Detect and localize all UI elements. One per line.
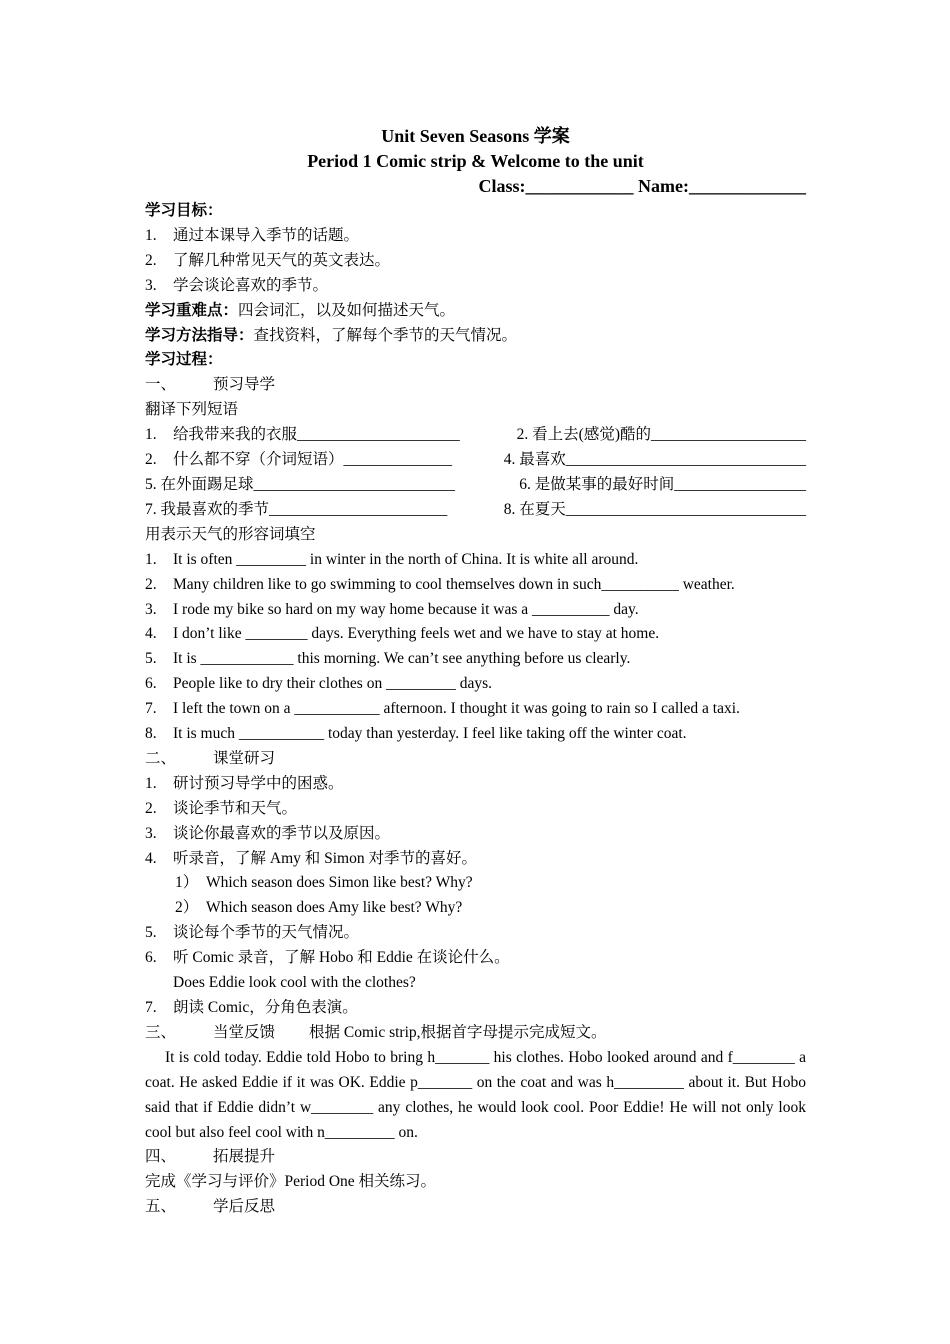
phrase-row: 5. 在外面踢足球__________________________ 6. 是做某事的最好时间_________________ bbox=[145, 475, 806, 493]
listening-question: 1） Which season does Simon like best? Why? bbox=[175, 874, 473, 892]
key-points: 学习重难点：四会词汇，以及如何描述天气。 bbox=[145, 301, 456, 319]
fill-item: 3. I rode my bike so hard on my way home because it was a __________ day. bbox=[145, 600, 639, 618]
class-activity-item: 3. 谈论你最喜欢的季节以及原因。 bbox=[145, 824, 391, 842]
objective-item: 1. 通过本课导入季节的话题。 bbox=[145, 226, 360, 244]
class-activity-item: 7. 朗读 Comic，分角色表演。 bbox=[145, 999, 358, 1016]
comic-question: Does Eddie look cool with the clothes? bbox=[173, 974, 416, 992]
cloze-paragraph: It is cold today. Eddie told Hobo to bring h_______ his clothes. Hobo looked around and f________ a coat. He asked Eddie if it was OK. Eddie p_______ on the coat and was h_________ about it. But Hobo said that if Eddie didn’t w________ any clothes, he would look cool. Poor Eddie! He will not only look cool but also feel cool with n_________ on. bbox=[145, 1048, 806, 1141]
class-activity-item: 4. 听录音，了解 Amy 和 Simon 对季节的喜好。 bbox=[145, 849, 477, 867]
extension-task: 完成《学习与评价》Period One 相关练习。 bbox=[145, 1173, 437, 1191]
class-activity-item: 2. 谈论季节和天气。 bbox=[145, 799, 298, 817]
section4-heading: 四、 拓展提升 bbox=[145, 1148, 276, 1166]
section5-heading: 五、 学后反思 bbox=[145, 1198, 276, 1216]
objective-item: 3. 学会谈论喜欢的季节。 bbox=[145, 276, 329, 294]
worksheet-page bbox=[145, 124, 806, 1220]
class-activity-item: 5. 谈论每个季节的天气情况。 bbox=[145, 924, 360, 942]
section1-heading: 一、 预习导学 bbox=[145, 376, 276, 394]
class-activity-item: 6. 听 Comic 录音，了解 Hobo 和 Eddie 在谈论什么。 bbox=[145, 949, 510, 967]
fill-item: 5. It is ____________ this morning. We can’t see anything before us clearly. bbox=[145, 650, 631, 668]
objectives-heading: 学习目标： bbox=[145, 202, 223, 219]
phrase-row: 7. 我最喜欢的季节_______________________ 8. 在夏天_______________________________ bbox=[145, 500, 806, 518]
listening-question: 2） Which season does Amy like best? Why? bbox=[175, 899, 463, 917]
fill-item: 2. Many children like to go swimming to cool themselves down in such__________ weather. bbox=[145, 575, 735, 593]
period-title: Period 1 Comic strip & Welcome to the unit bbox=[307, 151, 644, 171]
class-activity-item: 1. 研讨预习导学中的困惑。 bbox=[145, 774, 344, 792]
method-guidance: 学习方法指导：查找资料，了解每个季节的天气情况。 bbox=[145, 326, 518, 344]
phrase-row: 1. 给我带来我的衣服_____________________ 2. 看上去(感觉)酷的____________________ bbox=[145, 426, 806, 444]
process-heading: 学习过程： bbox=[145, 351, 223, 369]
fill-item: 6. People like to dry their clothes on _________ days. bbox=[145, 675, 492, 693]
phrase-row: 2. 什么都不穿（介词短语）______________ 4. 最喜欢_______________________________ bbox=[145, 451, 806, 469]
fill-item: 8. It is much ___________ today than yesterday. I feel like taking off the winter coat. bbox=[145, 725, 687, 743]
fill-heading: 用表示天气的形容词填空 bbox=[145, 525, 316, 543]
objective-item: 2. 了解几种常见天气的英文表达。 bbox=[145, 251, 391, 269]
section3-heading: 三、 当堂反馈 根据 Comic strip,根据首字母提示完成短文。 bbox=[145, 1023, 607, 1041]
fill-item: 4. I don’t like ________ days. Everything feels wet and we have to stay at home. bbox=[145, 625, 660, 643]
section2-heading: 二、 课堂研习 bbox=[145, 749, 276, 767]
fill-item: 7. I left the town on a ___________ afternoon. I thought it was going to rain so I called a taxi. bbox=[145, 700, 740, 718]
translate-heading: 翻译下列短语 bbox=[145, 401, 239, 419]
fill-item: 1. It is often _________ in winter in the north of China. It is white all around. bbox=[145, 550, 639, 568]
class-name-line: Class:____________ Name:_____________ bbox=[478, 176, 806, 196]
worksheet-title: Unit Seven Seasons 学案 bbox=[381, 126, 570, 146]
